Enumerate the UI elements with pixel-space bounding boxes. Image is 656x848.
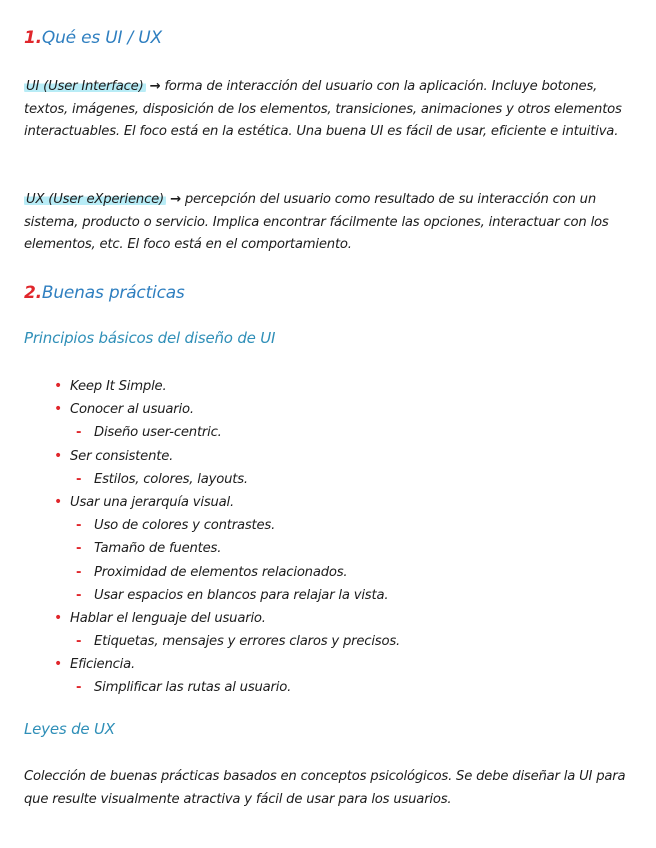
bullet-dash-icon: -: [76, 541, 82, 557]
sub-bullet-item: [54, 630, 400, 653]
bullet-dash-icon: -: [76, 471, 82, 487]
bullet-text: Usar una jerarquía visual.: [70, 494, 235, 510]
ux-laws-subheading: Leyes de UX: [24, 720, 115, 738]
bullet-dash-icon: -: [76, 680, 82, 696]
sub-bullet-item: [54, 584, 400, 607]
bullet-text: Proximidad de elementos relacionados.: [94, 564, 348, 580]
sub-bullet-item: [54, 537, 400, 560]
section-2-title: Buenas prácticas: [41, 283, 185, 303]
section-1-heading: [24, 28, 162, 48]
sub-bullet-item: [54, 468, 400, 491]
bullet-dash-icon: -: [76, 564, 82, 580]
bullet-dot-icon: •: [54, 447, 63, 464]
section-1-number: 1.: [24, 28, 42, 48]
bullet-dash-icon: -: [76, 587, 82, 603]
sub-bullet-item: [54, 561, 400, 584]
bullet-text: Keep It Simple.: [70, 379, 167, 394]
bullet-item: [54, 375, 400, 398]
bullet-item: [54, 653, 400, 676]
bullet-item: [54, 607, 400, 630]
bullet-text: Estilos, colores, layouts.: [94, 471, 248, 487]
bullet-text: Ser consistente.: [70, 448, 174, 464]
bullet-dot-icon: •: [54, 656, 63, 673]
bullet-item: [54, 491, 400, 514]
bullet-dot-icon: •: [54, 401, 63, 418]
bullet-dash-icon: -: [76, 518, 82, 534]
arrow-right-icon: →: [149, 79, 161, 94]
bullet-text: Uso de colores y contrastes.: [94, 518, 276, 534]
bullet-text: Diseño user-centric.: [94, 425, 222, 441]
bullet-dash-icon: -: [76, 425, 82, 441]
ux-definition-text: percepción del usuario como resultado de su interacción con un sistema, producto o servicio. Implica encontrar fácilmente las opciones, interactuar con los elementos, etc. El foco está en el comportamiento.: [24, 192, 609, 252]
bullet-text: Eficiencia.: [70, 657, 136, 673]
section-2-number: 2.: [24, 283, 42, 303]
bullet-text: Hablar el lenguaje del usuario.: [70, 610, 266, 626]
arrow-right-icon: →: [169, 192, 181, 207]
bullet-dot-icon: •: [54, 609, 63, 626]
sub-bullet-item: [54, 676, 400, 699]
ux-term-highlight: UX (User eXperience): [26, 192, 164, 207]
sub-bullet-item: [54, 514, 400, 537]
ux-definition-paragraph: [24, 189, 634, 257]
principles-list: [54, 375, 400, 700]
section-1-title: Qué es UI / UX: [41, 28, 162, 48]
bullet-item: [54, 398, 400, 421]
ui-term-highlight: UI (User Interface): [26, 79, 144, 94]
sub-bullet-item: [54, 421, 400, 444]
ui-definition-paragraph: [24, 76, 634, 144]
bullet-text: Etiquetas, mensajes y errores claros y precisos.: [94, 634, 401, 650]
bullet-dot-icon: •: [54, 378, 63, 394]
principles-subheading: Principios básicos del diseño de UI: [24, 329, 276, 347]
bullet-text: Usar espacios en blancos para relajar la vista.: [94, 587, 389, 603]
ux-laws-paragraph: Colección de buenas prácticas basados en conceptos psicológicos. Se debe diseñar la UI para que resulte visualmente atractiva y fácil de usar para los usuarios.: [24, 769, 626, 807]
section-2-heading: [24, 283, 185, 303]
bullet-text: Tamaño de fuentes.: [94, 541, 222, 557]
bullet-dot-icon: •: [54, 493, 63, 510]
ui-definition-text: forma de interacción del usuario con la aplicación. Incluye botones, textos, imágenes, disposición de los elementos, transiciones, animaciones y otros elementos interactuables. El foco está en la estética. Una buena UI es fácil de usar, eficiente e intuitiva.: [24, 79, 622, 139]
bullet-text: Simplificar las rutas al usuario.: [94, 680, 292, 696]
bullet-text: Conocer al usuario.: [70, 402, 194, 418]
bullet-dash-icon: -: [76, 634, 82, 650]
bullet-item: [54, 445, 400, 468]
